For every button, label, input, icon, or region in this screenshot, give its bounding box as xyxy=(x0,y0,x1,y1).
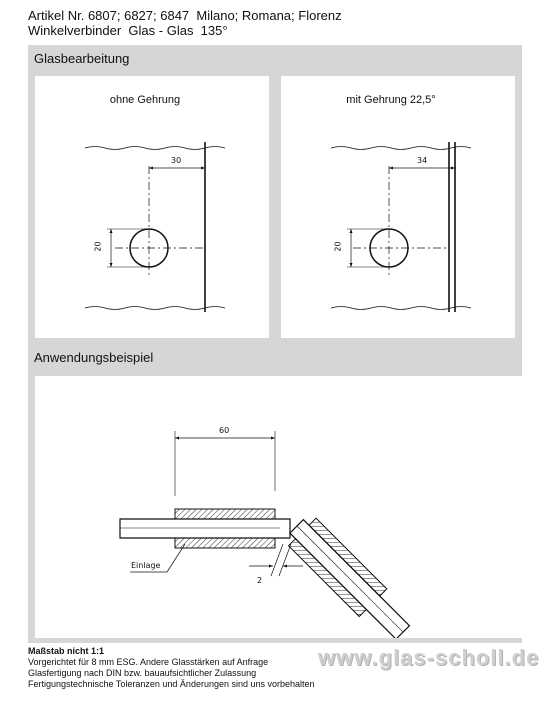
panel-title-no-miter: ohne Gehrung xyxy=(109,94,181,106)
dim-length-label: 60 xyxy=(219,426,230,435)
break-line-top xyxy=(331,147,471,150)
dim-width-label: 30 xyxy=(171,156,182,165)
panel-example xyxy=(35,376,522,638)
footer-line-2: Vorgerichtet für 8 mm ESG. Andere Glasstärken auf Anfrage xyxy=(28,657,269,667)
panel-with-miter xyxy=(281,76,515,338)
dim-gap-label: 2 xyxy=(257,576,263,585)
break-line-top xyxy=(85,147,225,150)
panel-title-with-miter: mit Gehrung 22,5° xyxy=(346,94,436,106)
panel-no-miter xyxy=(35,76,269,338)
footer-line-4: Fertigungstechnische Toleranzen und Änderungen sind uns vorbehalten xyxy=(28,679,315,689)
break-line-bottom xyxy=(331,307,471,310)
insert-label: Einlage xyxy=(131,561,161,570)
article-title: Artikel Nr. 6807; 6827; 6847 Milano; Romana; Florenz xyxy=(28,8,342,23)
break-line-bottom xyxy=(85,307,225,310)
footer-notes xyxy=(28,646,315,690)
footer-scale-note: Maßstab nicht 1:1 xyxy=(28,646,105,656)
dim-width-label: 34 xyxy=(417,156,428,165)
connector-top xyxy=(175,509,275,519)
section-title-processing: Glasbearbeitung xyxy=(34,51,130,66)
section-application-example xyxy=(28,345,522,643)
footer-line-3: Glasfertigung nach DIN bzw. bauaufsichtlicher Zulassung xyxy=(28,668,257,678)
dim-diameter-label: 20 xyxy=(333,241,343,252)
glass-pane-straight xyxy=(120,519,290,538)
section-glass-processing xyxy=(28,45,522,345)
connector-bottom xyxy=(175,538,275,548)
drawing-with-miter xyxy=(281,76,515,338)
drawing-application xyxy=(35,376,522,638)
section-title-example: Anwendungsbeispiel xyxy=(34,350,154,365)
drawing-no-miter xyxy=(35,76,269,338)
product-subtitle: Winkelverbinder Glas - Glas 135° xyxy=(28,23,228,38)
dim-diameter-label: 20 xyxy=(93,241,103,252)
watermark-url: www.glas-scholl.de xyxy=(318,645,540,670)
